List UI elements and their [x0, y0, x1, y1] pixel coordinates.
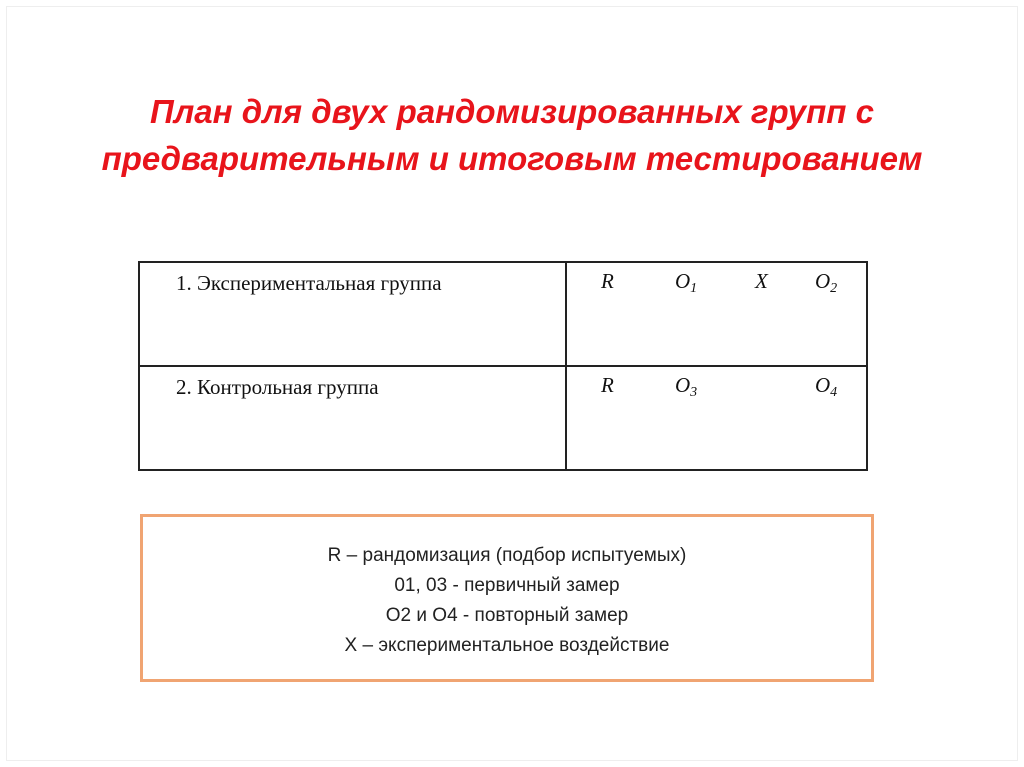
title-line-2: предварительным и итоговым тестированием	[101, 140, 923, 177]
title-line-1: План для двух рандомизированных групп с	[149, 93, 874, 130]
legend-box	[140, 514, 874, 682]
posttest-observation: $O_2$	[815, 269, 838, 296]
legend-line: R – рандомизация (подбор испытуемых)	[327, 545, 687, 566]
pretest-observation: $O_3$	[675, 373, 698, 400]
plan-cell	[566, 262, 867, 366]
table-row	[139, 262, 867, 366]
design-table	[138, 261, 868, 471]
legend-line: X – экспериментальное воздействие	[344, 635, 670, 656]
pretest-observation: $O_1$	[675, 269, 698, 296]
group-label: 1. Экспериментальная группа	[176, 271, 442, 295]
posttest-observation: $O_4$	[815, 373, 838, 400]
randomization-symbol: R	[601, 373, 614, 397]
group-cell	[139, 366, 566, 470]
slide-title	[40, 88, 984, 182]
legend-line: О2 и О4 - повторный замер	[385, 605, 629, 626]
legend-text	[143, 541, 871, 661]
treatment-symbol: X	[755, 269, 768, 293]
plan-cell	[566, 366, 867, 470]
legend-line: 01, 03 - первичный замер	[394, 575, 620, 596]
randomization-symbol: R	[601, 269, 614, 293]
group-label: 2. Контрольная группа	[176, 375, 379, 399]
group-cell	[139, 262, 566, 366]
table-row	[139, 366, 867, 470]
